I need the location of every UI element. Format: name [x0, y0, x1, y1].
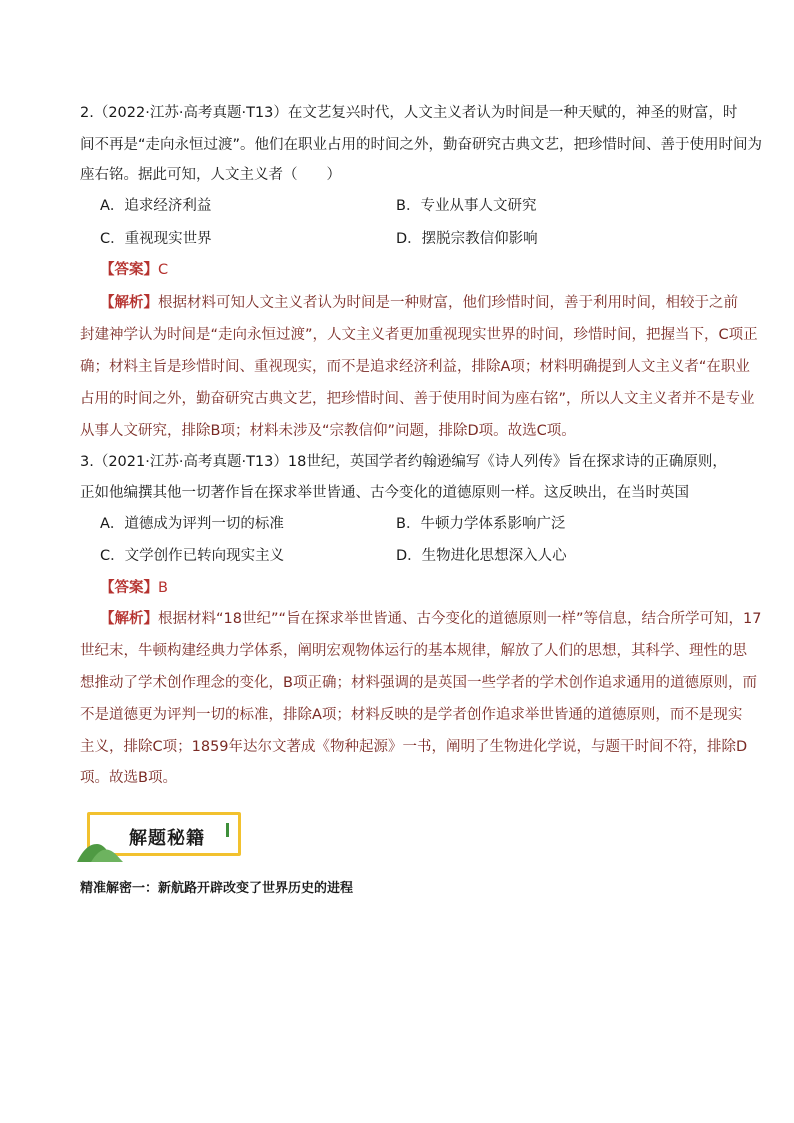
- answer-value: B: [158, 580, 168, 596]
- analysis-text: 根据材料可知人文主义者认为时间是一种财富，他们珍惜时间，善于利用时间，相较于之前: [158, 295, 738, 311]
- q3-analysis-line3: 想推动了学术创作理念的变化，B项正确；材料强调的是英国一些学者的学术创作追求通用的道德原则，而: [80, 675, 757, 691]
- q3-analysis-line4: 不是道德更为评判一切的标准，排除A项；材料反映的是学者创作追求举世皆通的道德原则，而不是现实: [80, 707, 743, 723]
- q3-stem-line2: 正如他编撰其他一切著作旨在探求举世皆通、古今变化的道德原则一样。这反映出，在当时英国: [80, 485, 689, 501]
- q2-option-b: B．专业从事人文研究: [396, 198, 537, 214]
- q2-analysis-line4: 占用的时间之外，勤奋研究古典文艺，把珍惜时间、善于使用时间为座右铭”，所以人文主义者并不是专业: [80, 391, 755, 407]
- analysis-label: 【解析】: [100, 295, 158, 311]
- q2-option-a: A．追求经济利益: [100, 198, 212, 214]
- q3-answer: [100, 578, 740, 598]
- q2-option-d: D．摆脱宗教信仰影响: [396, 231, 538, 247]
- badge-tick-mark: [226, 823, 229, 837]
- q2-answer: [100, 260, 740, 280]
- q3-analysis-line6: 项。故选B项。: [80, 770, 177, 786]
- q2-analysis-line3: 确；材料主旨是珍惜时间、重视现实，而不是追求经济利益，排除A项；材料明确提到人文主义者“在职业: [80, 359, 750, 375]
- section-badge: [77, 810, 247, 864]
- answer-value: C: [158, 262, 169, 278]
- q3-analysis-line5: 主义，排除C项；1859年达尔文著成《物种起源》一书，阐明了生物进化学说，与题干时间不符，排除D: [80, 739, 748, 755]
- q2-stem-line3: 座右铭。据此可知，人文主义者（ ）: [80, 167, 341, 183]
- badge-title: 解题秘籍: [129, 828, 205, 849]
- q3-analysis-line1: [100, 609, 762, 629]
- q3-analysis-line2: 世纪末，牛顿构建经典力学体系，阐明宏观物体运行的基本规律，解放了人们的思想，其科学、理性的思: [80, 643, 747, 659]
- q2-analysis-line5: 从事人文研究，排除B项；材料未涉及“宗教信仰”问题，排除D项。故选C项。: [80, 423, 576, 439]
- q3-stem-line1: 3.（2021·江苏·高考真题·T13）18世纪，英国学者约翰逊编写《诗人列传》旨在探求诗的正确原则，: [80, 454, 727, 470]
- analysis-text: 根据材料“18世纪”“旨在探求举世皆通、古今变化的道德原则一样”等信息，结合所学可知，17: [158, 611, 762, 627]
- analysis-label: 【解析】: [100, 611, 158, 627]
- answer-label: 【答案】: [100, 580, 158, 596]
- q3-option-a: A．道德成为评判一切的标准: [100, 516, 284, 532]
- q2-analysis-line1: [100, 293, 738, 313]
- q2-analysis-line2: 封建神学认为时间是“走向永恒过渡”，人文主义者更加重视现实世界的时间，珍惜时间，把握当下，C项正: [80, 327, 758, 343]
- q2-option-c: C．重视现实世界: [100, 231, 212, 247]
- section-subtitle: 精准解密一：新航路开辟改变了世界历史的进程: [80, 881, 354, 896]
- hills-icon: [77, 810, 127, 864]
- q2-stem-line2: 间不再是“走向永恒过渡”。他们在职业占用的时间之外，勤奋研究古典文艺，把珍惜时间、善于使用时间为: [80, 137, 763, 153]
- q3-option-c: C．文学创作已转向现实主义: [100, 548, 285, 564]
- answer-label: 【答案】: [100, 262, 158, 278]
- q3-option-b: B．牛顿力学体系影响广泛: [396, 516, 566, 532]
- q2-stem-line1: 2.（2022·江苏·高考真题·T13）在文艺复兴时代，人文主义者认为时间是一种天赋的，神圣的财富，时: [80, 105, 738, 121]
- q3-option-d: D．生物进化思想深入人心: [396, 548, 567, 564]
